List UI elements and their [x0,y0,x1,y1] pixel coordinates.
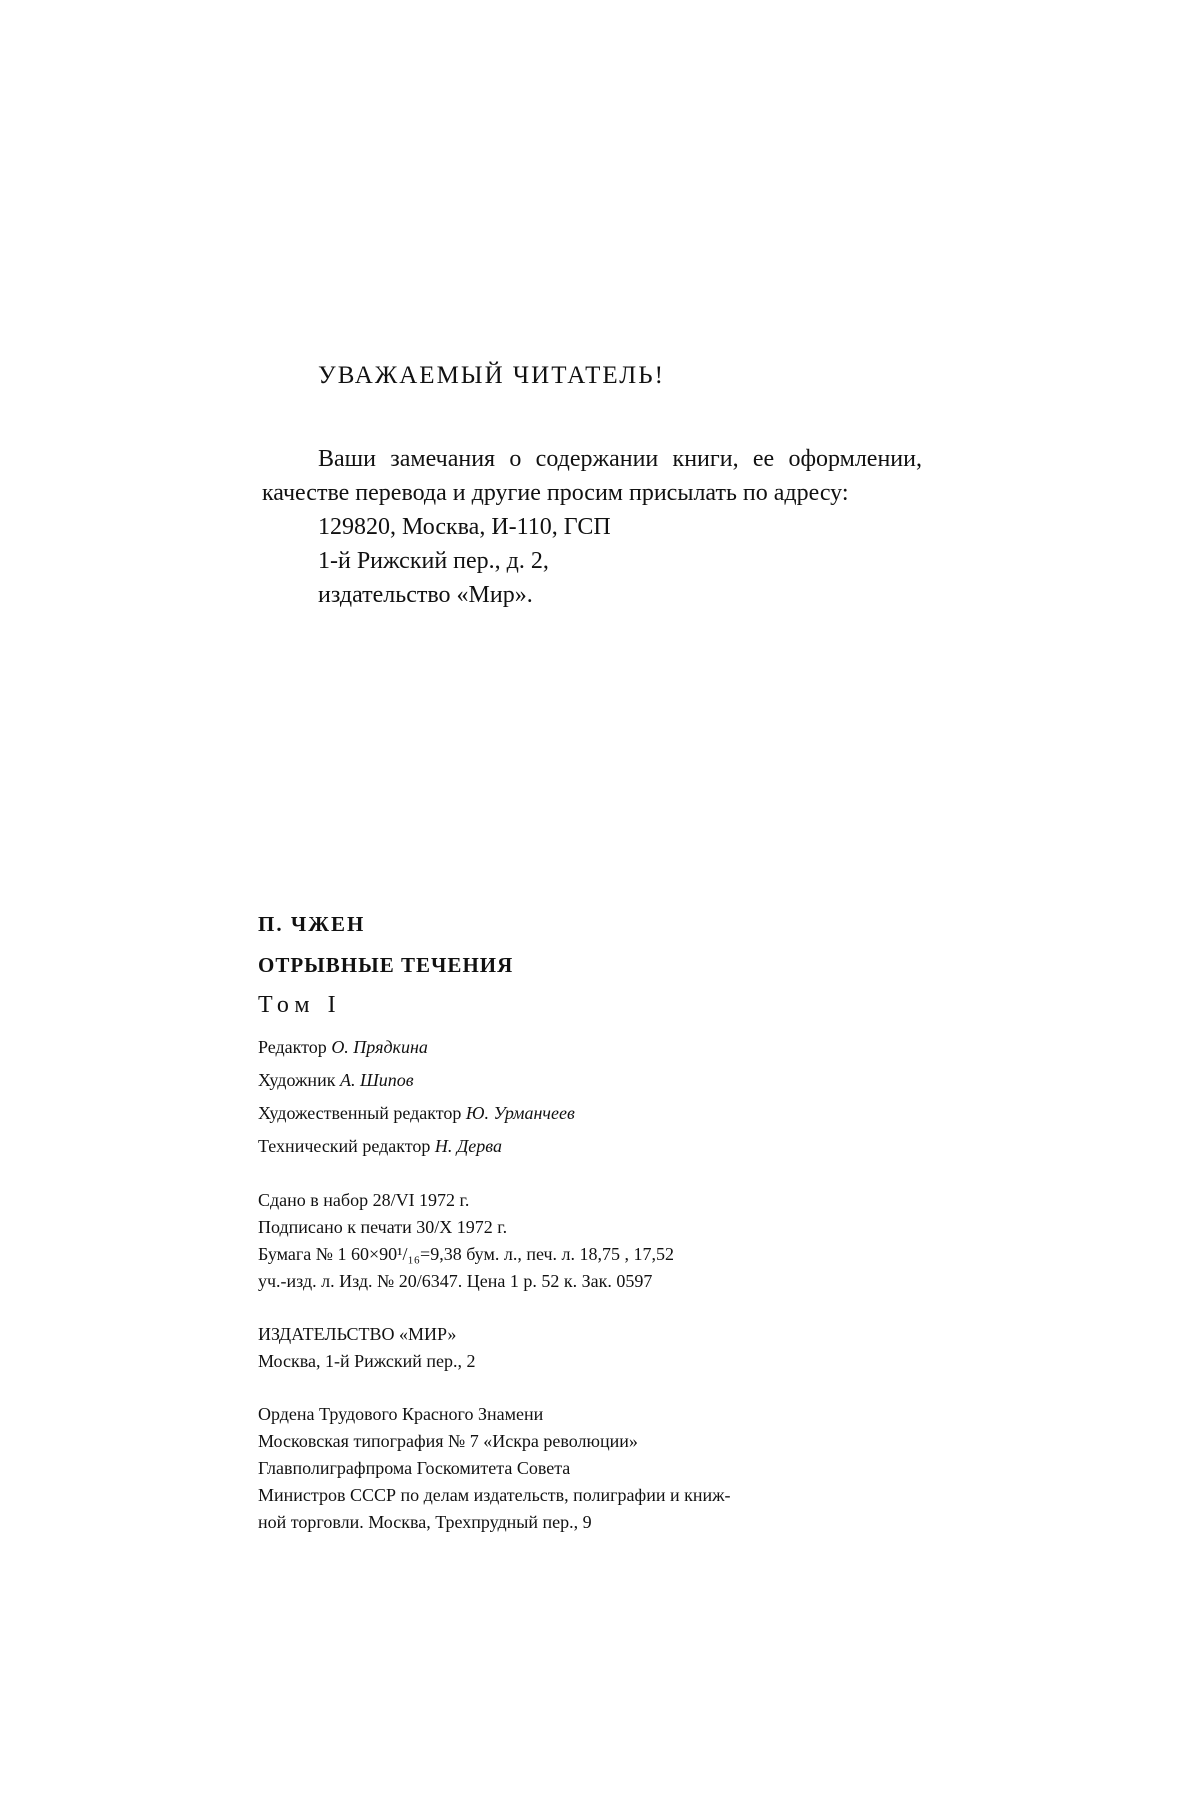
print-info [258,1187,958,1295]
credit-name: Ю. Урманчеев [465,1103,575,1123]
address-line: 129820, Москва, И-110, ГСП [318,514,611,540]
print-info-line: Подписано к печати 30/X 1972 г. [258,1217,508,1237]
publisher-line: Москва, 1-й Рижский пер., 2 [258,1351,476,1371]
reader-paragraph: Ваши замечания о содержании книги, ее оформлении, качестве перевода и другие просим присылать по адресу: [262,446,922,506]
print-info-line: уч.-изд. л. Изд. № 20/6347. Цена 1 р. 52 к. Зак. 0597 [258,1271,653,1291]
printer-line: Ордена Трудового Красного Знамени [258,1404,544,1424]
imprint [258,912,958,1536]
printer-line: ной торговли. Москва, Трехпрудный пер., 9 [258,1512,592,1532]
credit-artist [258,1070,958,1090]
credit-role: Художественный редактор [258,1103,462,1123]
address-line: издательство «Мир». [318,582,533,608]
publisher-line: ИЗДАТЕЛЬСТВО «МИР» [258,1324,457,1344]
printer-info [258,1401,958,1536]
reader-notice [262,362,922,612]
book-author: П. ЧЖЕН [258,912,366,936]
printer-line: Министров СССР по делам издательств, полиграфии и книж- [258,1485,731,1505]
print-info-line: Бумага № 1 60×90¹/₁₆=9,38 бум. л., печ. л. 18,75 , 17,52 [258,1244,675,1264]
credit-role: Редактор [258,1037,327,1057]
credit-role: Художник [258,1070,336,1090]
credit-role: Технический редактор [258,1136,431,1156]
credits [258,1037,958,1156]
credit-art-editor [258,1103,958,1123]
credit-name: Н. Дерва [434,1136,502,1156]
book-title: ОТРЫВНЫЕ ТЕЧЕНИЯ [258,953,514,977]
credit-editor [258,1037,958,1057]
publisher-info [258,1321,958,1375]
address-line: 1-й Рижский пер., д. 2, [318,548,549,574]
reader-address [262,510,922,612]
credit-name: А. Шипов [339,1070,414,1090]
credit-tech-editor [258,1136,958,1156]
printer-line: Московская типография № 7 «Искра революции» [258,1431,638,1451]
credit-name: О. Прядкина [331,1037,428,1057]
print-info-line: Сдано в набор 28/VI 1972 г. [258,1190,470,1210]
reader-heading: УВАЖАЕМЫЙ ЧИТАТЕЛЬ! [318,362,665,389]
printer-line: Главполиграфпрома Госкомитета Совета [258,1458,571,1478]
book-volume: Том I [258,992,342,1018]
